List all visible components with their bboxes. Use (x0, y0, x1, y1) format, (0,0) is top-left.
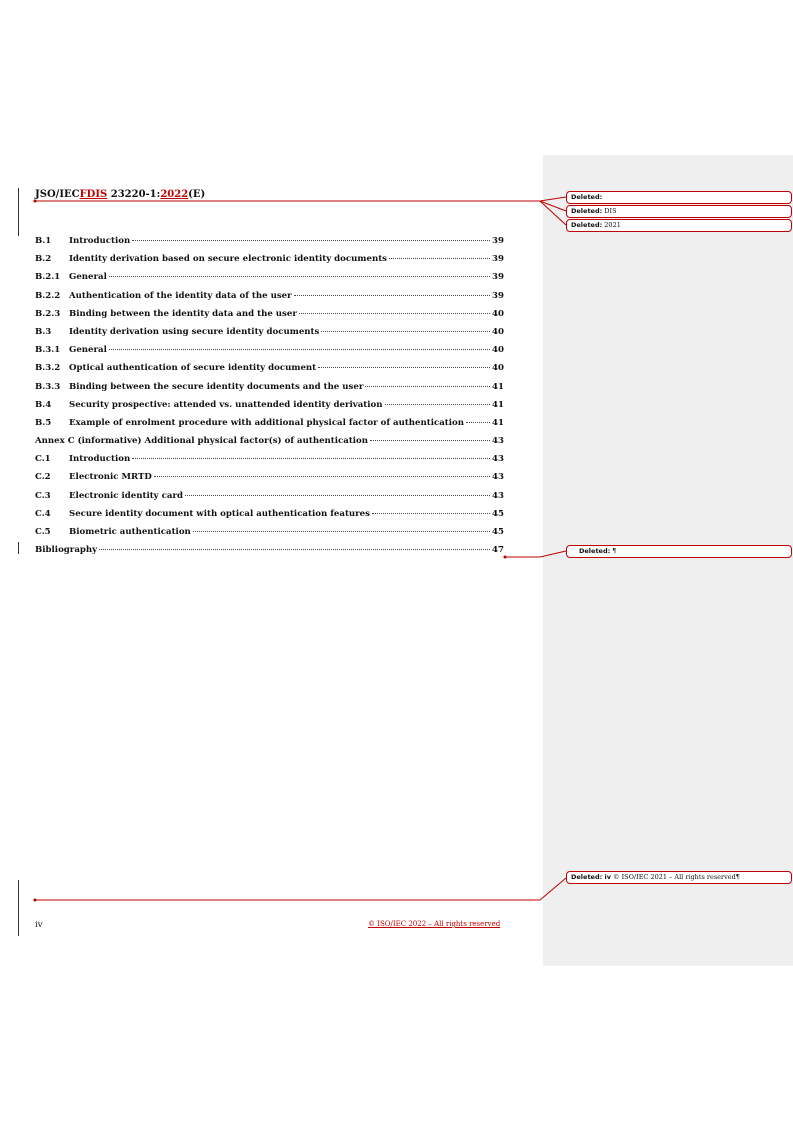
toc-number: B.4 (35, 399, 52, 410)
anchor-dot (504, 556, 507, 559)
toc-number: B.3.3 (35, 381, 61, 392)
balloon-text: ¶ (612, 547, 617, 555)
toc-number: B.2 (35, 254, 52, 265)
footer-copyright: © ISO/IEC 2022 – All rights reserved (368, 920, 501, 928)
balloon-label: Deleted: (579, 547, 611, 555)
toc-title: Annex C (informative) Additional physical factor(s) of authentication (35, 436, 369, 447)
anchor-dot (34, 200, 37, 203)
toc-title: Introduction (69, 454, 131, 465)
toc-page: 39 (492, 236, 504, 246)
comment-balloon-deleted[interactable] (566, 191, 792, 204)
toc-number: B.1 (35, 236, 52, 246)
connector-line (540, 201, 566, 225)
connector-line (35, 878, 566, 900)
toc-page: 43 (492, 436, 504, 447)
toc-title: Binding between the identity data and the user (69, 308, 297, 319)
balloon-label: Deleted: (571, 193, 603, 201)
toc-page: 41 (492, 399, 504, 410)
toc-page: 39 (492, 290, 504, 301)
toc-number: B.3.1 (35, 345, 61, 356)
header-mid: 23220-1: (107, 189, 161, 200)
toc-title: Identity derivation using secure identity documents (69, 326, 320, 337)
balloon-text: © ISO/IEC 2021 – All rights reserved¶ (613, 873, 740, 881)
toc-page: 45 (492, 508, 504, 519)
toc-number: B.2.1 (35, 272, 61, 283)
toc-number: B.2.3 (35, 308, 61, 319)
comment-balloon-deleted[interactable] (566, 205, 792, 218)
comment-balloon-deleted[interactable] (566, 219, 792, 232)
toc-number: C.1 (35, 454, 51, 465)
toc-page: 43 (492, 454, 504, 465)
header-inserted-fdis: FDIS (79, 189, 108, 200)
toc-page: 41 (492, 381, 504, 392)
toc-page: 41 (492, 417, 504, 428)
header-prefix: JSO/IEC (35, 189, 80, 200)
toc-number: B.2.2 (35, 290, 61, 301)
toc-page: 40 (492, 363, 504, 374)
toc-page: 39 (492, 272, 504, 283)
toc-page: 40 (492, 345, 504, 356)
toc-title: Identity derivation based on secure electronic identity documents (69, 254, 388, 265)
header-suffix: (E) (188, 189, 206, 200)
toc-number: B.5 (35, 417, 52, 428)
toc-number: C.2 (35, 472, 51, 483)
balloon-text: DIS (604, 207, 617, 215)
balloon-text: 2021 (604, 221, 621, 229)
header-inserted-year: 2022 (160, 189, 189, 200)
toc-title: General (69, 345, 107, 356)
toc-title: Biometric authentication (69, 527, 191, 537)
toc-title: Electronic MRTD (69, 472, 152, 483)
toc-title: Example of enrolment procedure with additional physical factor of authentication (69, 417, 465, 428)
toc-page: 40 (492, 326, 504, 337)
toc-page: 43 (492, 490, 504, 501)
comment-balloon-deleted[interactable] (566, 871, 792, 884)
toc-title: General (69, 272, 107, 283)
anchor-dot (34, 899, 37, 902)
toc-title: Introduction (69, 236, 131, 246)
balloon-label: Deleted: (571, 221, 603, 229)
balloon-label: Deleted: iv (571, 873, 611, 881)
toc-number: C.4 (35, 508, 51, 519)
connector-line (540, 201, 566, 211)
toc-page: 43 (492, 472, 504, 483)
toc-title: Bibliography (35, 545, 98, 556)
toc-number: C.5 (35, 527, 51, 537)
toc-title: Electronic identity card (69, 490, 183, 501)
connector-line (505, 551, 566, 557)
balloon-label: Deleted: (571, 207, 603, 215)
toc-page: 45 (492, 527, 504, 537)
toc-number: B.3 (35, 326, 52, 337)
comment-balloon-deleted[interactable] (566, 545, 792, 558)
toc-page: 40 (492, 308, 504, 319)
toc-title: Binding between the secure identity documents and the user (69, 381, 364, 392)
toc-title: Optical authentication of secure identity document (69, 363, 317, 374)
toc-title: Authentication of the identity data of the user (69, 290, 292, 301)
toc-title: Security prospective: attended vs. unattended identity derivation (69, 399, 383, 410)
toc-page: 39 (492, 254, 504, 265)
connector-line (540, 197, 566, 201)
toc-number: B.3.2 (35, 363, 61, 374)
toc-page: 47 (492, 545, 504, 556)
footer-page-number: iv (35, 920, 43, 930)
toc-title: Secure identity document with optical authentication features (69, 508, 370, 519)
toc-number: C.3 (35, 490, 51, 501)
